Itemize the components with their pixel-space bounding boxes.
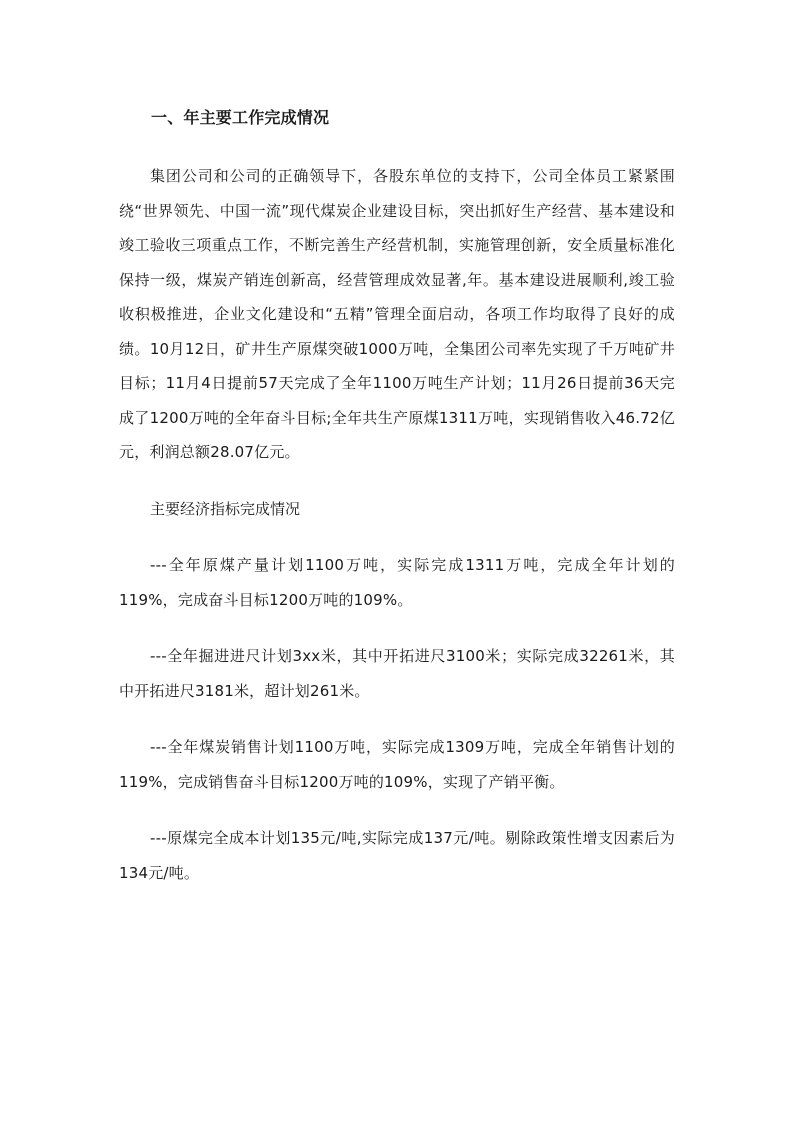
document-body bbox=[119, 103, 675, 912]
indicator-item: ---全年原煤产量计划1100万吨，实际完成1311万吨，完成全年计划的119%，完成奋斗目标1200万吨的109%。 bbox=[119, 556, 675, 609]
indicators-subheading: 主要经济指标完成情况 bbox=[150, 499, 301, 518]
indicator-item: ---原煤完全成本计划135元/吨,实际完成137元/吨。剔除政策性增支因素后为134元/吨。 bbox=[119, 829, 675, 882]
indicator-item: ---全年掘进进尺计划3xx米，其中开拓进尺3100米；实际完成32261米，其中开拓进尺3181米，超计划261米。 bbox=[119, 647, 675, 700]
section-heading: 一、年主要工作完成情况 bbox=[151, 108, 330, 127]
indicator-item: ---全年煤炭销售计划1100万吨，实际完成1309万吨，完成全年销售计划的119%，完成销售奋斗目标1200万吨的109%，实现了产销平衡。 bbox=[119, 738, 675, 791]
intro-paragraph: 集团公司和公司的正确领导下，各股东单位的支持下，公司全体员工紧紧围绕“世界领先、中国一流”现代煤炭企业建设目标，突出抓好生产经营、基本建设和竣工验收三项重点工作，不断完善生产经营机制，实施管理创新，安全质量标准化保持一级，煤炭产销连创新高，经营管理成效显著,年。基本建设进展顺利,竣工验收积极推进，企业文化建设和“五精”管理全面启动，各项工作均取得了良好的成绩。10月12日，矿井生产原煤突破1000万吨，全集团公司率先实现了千万吨矿井目标；11月4日提前57天完成了全年1100万吨生产计划；11月26日提前36天完成了1200万吨的全年奋斗目标;全年共生产原煤1311万吨，实现销售收入46.72亿元，利润总额28.07亿元。 bbox=[119, 167, 675, 461]
